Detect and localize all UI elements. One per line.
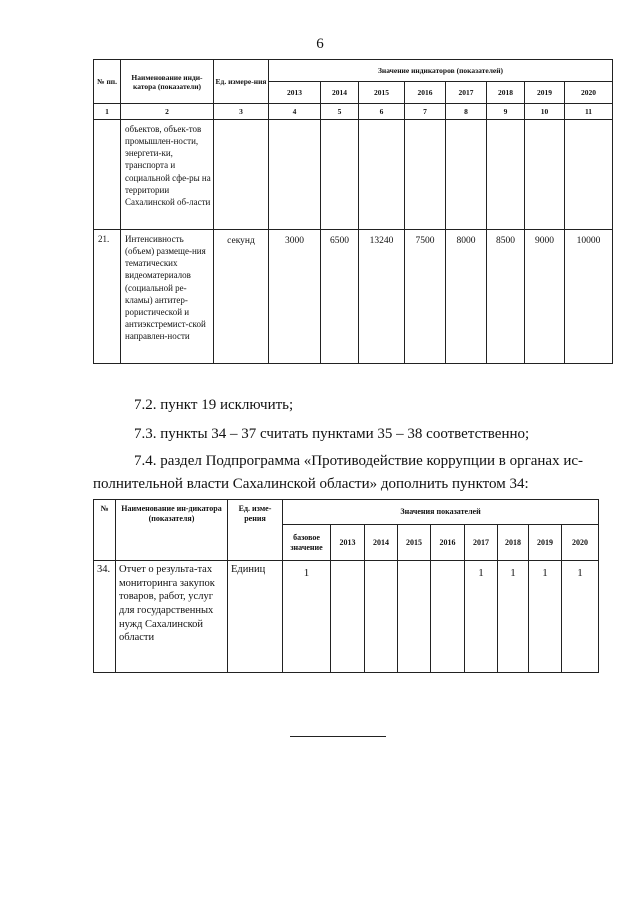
header-year: 2019 bbox=[529, 525, 562, 561]
header-year: 2018 bbox=[498, 525, 529, 561]
table-row bbox=[94, 230, 613, 364]
value-cell bbox=[431, 561, 465, 673]
row-number: 34. bbox=[94, 561, 116, 673]
col-number: 4 bbox=[269, 104, 321, 120]
paragraph-7-4-line-1: 7.4. раздел Подпрограмма «Противодействие коррупции в органах ис- bbox=[134, 453, 584, 469]
end-separator-line bbox=[290, 736, 386, 737]
header-year: 2015 bbox=[359, 82, 405, 104]
header-no: № пп. bbox=[94, 60, 121, 104]
header-year: 2018 bbox=[487, 82, 525, 104]
table-row bbox=[94, 120, 613, 230]
value-cell: 7500 bbox=[405, 230, 446, 364]
page-number: 6 bbox=[316, 36, 324, 52]
header-unit: Ед. изме-рения bbox=[228, 500, 283, 561]
table-row bbox=[94, 561, 599, 673]
header-year: 2014 bbox=[365, 525, 398, 561]
col-number: 11 bbox=[565, 104, 613, 120]
col-number: 8 bbox=[446, 104, 487, 120]
value-cell: 13240 bbox=[359, 230, 405, 364]
header-year: 2013 bbox=[331, 525, 365, 561]
value-cell bbox=[331, 561, 365, 673]
header-year: 2015 bbox=[398, 525, 431, 561]
col-number: 9 bbox=[487, 104, 525, 120]
col-number: 3 bbox=[214, 104, 269, 120]
indicators-table-2 bbox=[93, 499, 599, 673]
header-year: 2020 bbox=[565, 82, 613, 104]
value-cell: 1 bbox=[529, 561, 562, 673]
indicator-name: Интенсивность (объем) размеще-ния тематических видеоматериалов (социальной ре-кламы) антитер-рористической и антиэкстремист-ской направлен-ности bbox=[121, 230, 214, 364]
header-values-group: Значения показателей bbox=[283, 500, 599, 525]
continued-indicator-name: объектов, объек-тов промышлен-ности, энергети-ки, транспорта и социальной сфе-ры на территории Сахалинской об-ласти bbox=[121, 120, 214, 230]
header-year: 2020 bbox=[562, 525, 599, 561]
value-cell: 8000 bbox=[446, 230, 487, 364]
header-name: Наименование инди-катора (показатели) bbox=[121, 60, 214, 104]
header-no: № bbox=[94, 500, 116, 561]
row-number: 21. bbox=[94, 230, 121, 364]
value-cell bbox=[398, 561, 431, 673]
col-number: 1 bbox=[94, 104, 121, 120]
col-number: 5 bbox=[321, 104, 359, 120]
indicator-unit: секунд bbox=[214, 230, 269, 364]
value-cell: 1 bbox=[498, 561, 529, 673]
indicators-table-1 bbox=[93, 59, 613, 364]
base-value-cell: 1 bbox=[283, 561, 331, 673]
indicator-name: Отчет о результа-тах мониторинга закупок товаров, работ, услуг для государственных нужд Сахалинской области bbox=[116, 561, 228, 673]
value-cell: 3000 bbox=[269, 230, 321, 364]
header-year: 2013 bbox=[269, 82, 321, 104]
value-cell: 6500 bbox=[321, 230, 359, 364]
value-cell: 1 bbox=[562, 561, 599, 673]
col-number: 7 bbox=[405, 104, 446, 120]
indicator-unit: Единиц bbox=[228, 561, 283, 673]
header-year: 2014 bbox=[321, 82, 359, 104]
value-cell bbox=[365, 561, 398, 673]
value-cell: 9000 bbox=[525, 230, 565, 364]
value-cell: 10000 bbox=[565, 230, 613, 364]
header-year: 2017 bbox=[465, 525, 498, 561]
header-name: Наименование ин-дикатора (показателя) bbox=[116, 500, 228, 561]
header-base-value: базовое значение bbox=[283, 525, 331, 561]
value-cell: 1 bbox=[465, 561, 498, 673]
header-year: 2017 bbox=[446, 82, 487, 104]
col-number: 2 bbox=[121, 104, 214, 120]
col-number: 6 bbox=[359, 104, 405, 120]
paragraph-7-4-line-2: полнительной власти Сахалинской области» дополнить пунктом 34: bbox=[93, 476, 529, 492]
header-values-group: Значение индикаторов (показателей) bbox=[269, 60, 613, 82]
header-year: 2016 bbox=[405, 82, 446, 104]
paragraph-7-2: 7.2. пункт 19 исключить; bbox=[134, 397, 294, 413]
header-year: 2016 bbox=[431, 525, 465, 561]
value-cell: 8500 bbox=[487, 230, 525, 364]
col-number: 10 bbox=[525, 104, 565, 120]
header-unit: Ед. измере-ния bbox=[214, 60, 269, 104]
paragraph-7-3: 7.3. пункты 34 – 37 считать пунктами 35 – 38 соответственно; bbox=[134, 426, 530, 442]
header-year: 2019 bbox=[525, 82, 565, 104]
